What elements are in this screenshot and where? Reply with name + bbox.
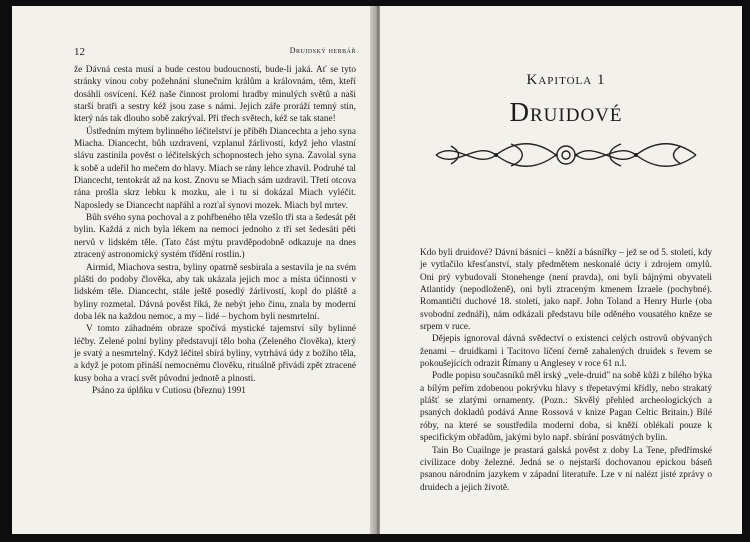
paragraph: že Dávná cesta musí a bude cestou budoucnosti, bude-li jaká. Ať se tyto stránky vinou coby požehnání slunečním králům a královnám, těm, kteří dosáhli osvícení. Kéž naše činnost prolomí hradby minulých světů a naši starší bratři a sestry kéž jsou zase s námi. Jejich záře proráží temný stín, který nás tak dlouho sobě zakrýval. Při třech světech, kéž se tak stane! — [74, 65, 356, 125]
left-page — [12, 6, 374, 534]
right-page — [380, 6, 742, 534]
celtic-knot-ornament-icon — [431, 138, 701, 172]
paragraph: Kdo byli druidové? Dávní básníci – kněží a básnířky – jež se od 5. století, kdy je vytlačilo křesťanství, staly předmětem neskonalé úcty i zdrojem omylů. Oni prý vybudovali Stonehenge (není pravda), oni byli bájnými obyvateli Atlantidy (nepodloženě), oni byli ztraceným kmenem Izraele (pochybné). Romantičtí duchové 18. století, jako např. John Toland a Henry Hurle (oba svobodní zednáři), nám odkázali představu bíle oděného vousatého kněze se srpem v ruce. — [420, 248, 712, 333]
paragraph: Tain Bo Cuailnge je prastará galská pověst z doby La Tene, předřímské civilizace doby železné. Jedná se o nejstarší dochovanou epickou báseň psanou národním jazykem v západní literatuře. Lze v ní nalézt jisté zprávy o druidech a jejich životě. — [420, 445, 712, 493]
paragraph: V tomto záhadném obraze spočívá mystické tajemství síly bylinné léčby. Zelené polní byliny představují tělo boha (Zeleného člověka), který je svatý a nesmrtelný. Když léčitel sbírá byliny, vytrhává údy z božího těla, a když je potom přináší nemocnému člověku, rituálně přivádí zpět ztracené kusy boha a vrací svět původní jednotě a plnosti. — [74, 324, 356, 384]
chapter-label: Kapitola 1 — [526, 72, 606, 88]
paragraph: Bůh svého syna pochoval a z pohřbeného těla vzešlo tři sta a šedesát pět bylin. Každá z nich byla lékem na nemoci jednoho z tří set šedesáti pěti nervů v lidském těle. (Tato část mýtu pravděpodobně odkazuje na dnes ztracený astronomický systém třídění rostlin.) — [74, 213, 356, 261]
chapter-title: Druidové — [509, 97, 623, 127]
left-page-header — [74, 46, 356, 58]
right-page-text — [420, 247, 712, 494]
paragraph: Podle popisu současníků měl irský „vele-druid" na sobě kůži z bílého býka a bílým peřím zdobenou pokrývku hlavy s třepetavými křídly, nebo strakatý plášť se zlatými ornamenty. (Pozn.: Skvělý přehled archeologických a psaných dokladů podává Anne Rossová v knize Pagan Celtic Britain.) Bílé róby, na které se soustředila moderní doba, si kněží oblékali pouze k specifickým obřadům, jakými bylo např. sbírání posvátných bylin. — [420, 371, 712, 444]
signoff: Psáno za úplňku v Cutiosu (březnu) 1991 — [92, 385, 246, 396]
paragraph: Ústředním mýtem bylinného léčitelství je příběh Diancechta a jeho syna Miacha. Diancecht, bůh uzdravení, vzplanul žárlivostí, když jeho vlastní slávu zastínila pověst o léčitelských schopnostech jeho syna. Zavolal syna k sobě a udeřil ho mečem do hlavy. Miach se rány lehce zhavil. Podruhé tal Diancecht, tentokrát až na kost. Znovu se Miach sám uzdravil. Třetí otcova rána prošla skrz lebku k mozku, ale i tu si dokázal Miach vyléčit. Naposledy se Diancecht napřáhl a rozťal synovi mozek. Miach byl mrtev. — [74, 126, 356, 211]
page-number: 12 — [74, 46, 85, 58]
paragraph: Dějepis ignoroval dávná svědectví o existenci celých ostrovů obývaných ženami – druidkami i Tacitovo líčení černě zahalených druidek s řevem se pokoušejících odrazit Římany u Anglesey v roce 61 n.l. — [420, 334, 712, 370]
left-page-text — [74, 64, 356, 397]
paragraph: Airmid, Miachova sestra, byliny opatrně sesbírala a sestavila je na svém plášti do podoby člověka, aby tak ukázala jejich moc a místa účinnosti v lidském těle. Diancecht, stále ještě posedlý žárlivostí, kopl do pláště a byliny rozmetal. Dávná pověst říká, že nebýt jeho činu, znala by moderní doba lék na každou nemoc, a my – lidé – bychom byli nesmrtelní. — [74, 262, 356, 322]
chapter-heading — [420, 72, 712, 177]
running-head: Druidský herbář — [289, 46, 356, 55]
